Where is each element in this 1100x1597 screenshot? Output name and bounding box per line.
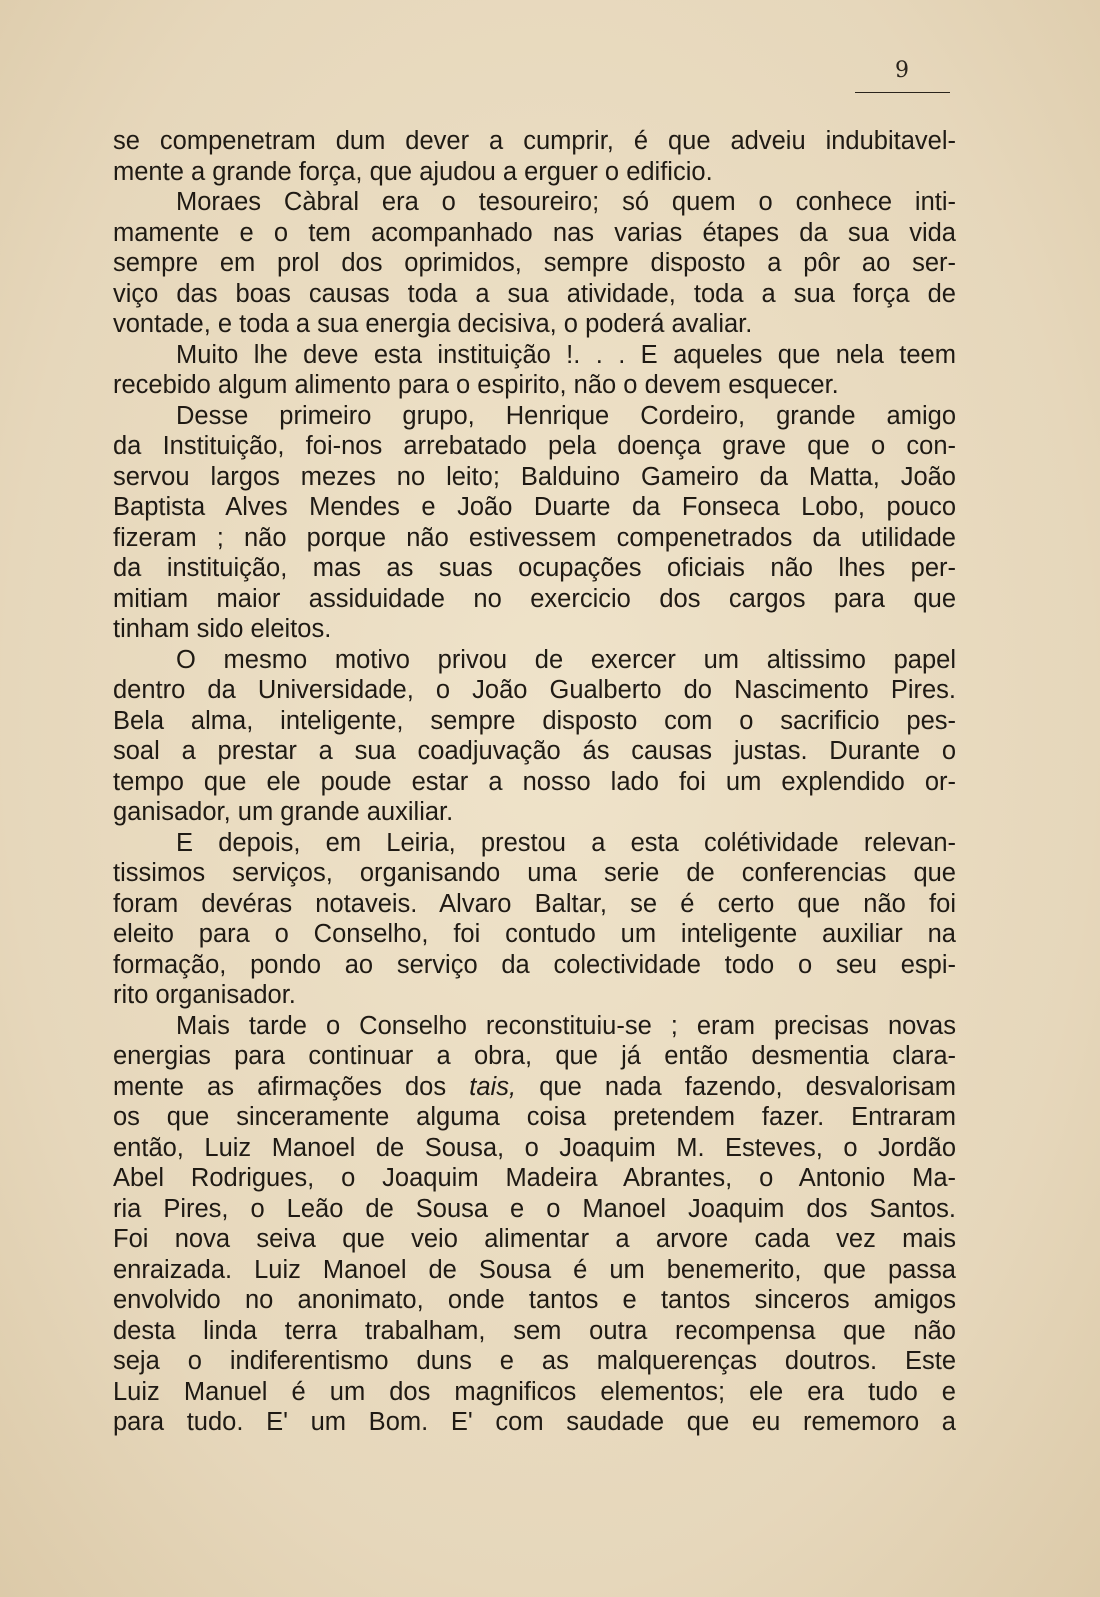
text-line: tissimos serviços, organisando uma serie de conferencias que — [113, 859, 956, 887]
text-line: O mesmo motivo privou de exercer um altissimo papel — [176, 645, 956, 674]
text-line: Abel Rodrigues, o Joaquim Madeira Abrantes, o Antonio Ma- — [113, 1164, 956, 1192]
text-line: energias para continuar a obra, que já então desmentia clara- — [113, 1042, 956, 1070]
text-line: Mais tarde o Conselho reconstituiu-se ; eram precisas novas — [176, 1011, 956, 1040]
text-line: Foi nova seiva que veio alimentar a arvore cada vez mais — [113, 1225, 956, 1253]
text-line: Moraes Càbral era o tesoureiro; só quem o conhece inti- — [176, 188, 956, 216]
text-line: Bela alma, inteligente, sempre disposto com o sacrificio pes- — [113, 706, 956, 735]
text-line: recebido algum alimento para o espirito, não o devem esquecer. — [113, 371, 839, 399]
text-line: eleito para o Conselho, foi contudo um inteligente auxiliar na — [113, 920, 956, 948]
text-line: vontade, e toda a sua energia decisiva, o poderá avaliar. — [113, 310, 753, 338]
text-line: da Instituição, foi-nos arrebatado pela doença grave que o con- — [113, 432, 956, 460]
page-number: 9 — [895, 58, 910, 83]
text-line: sempre em prol dos oprimidos, sempre disposto a pôr ao ser- — [113, 249, 956, 277]
text-line: servou largos mezes no leito; Balduino Gameiro da Matta, João — [113, 462, 956, 491]
text-line: enraizada. Luiz Manoel de Sousa é um benemerito, que passa — [113, 1255, 956, 1284]
text-line: soal a prestar a sua coadjuvação ás causas justas. Durante o — [113, 737, 956, 765]
text-line-part: mente as afirmações dos — [113, 1072, 470, 1101]
text-line: se compenetram dum dever a cumprir, é que adveiu indubitavel- — [113, 127, 956, 155]
text-line: Baptista Alves Mendes e João Duarte da Fonseca Lobo, pouco — [113, 493, 956, 521]
text-line: os que sinceramente alguma coisa pretendem fazer. Entraram — [113, 1103, 956, 1131]
text-line: Muito lhe deve esta instituição !. . . E aqueles que nela teem — [176, 340, 956, 369]
text-line: rito organisador. — [113, 981, 296, 1009]
text-line: mamente e o tem acompanhado nas varias étapes da sua vida — [113, 218, 956, 247]
text-line: Luiz Manuel é um dos magnificos elementos; ele era tudo e — [113, 1377, 956, 1406]
text-line: foram devéras notaveis. Alvaro Baltar, se é certo que não foi — [113, 889, 956, 918]
text-line: para tudo. E' um Bom. E' com saudade que eu rememoro a — [113, 1408, 956, 1436]
text-line: E depois, em Leiria, prestou a esta colétividade relevan- — [176, 828, 956, 857]
text-line: então, Luiz Manoel de Sousa, o Joaquim M. Esteves, o Jordão — [113, 1133, 956, 1162]
text-line: ganisador, um grande auxiliar. — [113, 798, 454, 826]
text-line: formação, pondo ao serviço da colectividade todo o seu espi- — [113, 950, 956, 979]
italic-word: tais, — [469, 1072, 517, 1101]
text-line: tinham sido eleitos. — [113, 615, 332, 643]
page-number-rule — [855, 92, 950, 93]
text-line: viço das boas causas toda a sua atividade, toda a sua força de — [113, 279, 956, 308]
text-line: dentro da Universidade, o João Gualberto do Nascimento Pires. — [113, 676, 956, 704]
text-line — [113, 1072, 956, 1103]
text-line: envolvido no anonimato, onde tantos e tantos sinceros amigos — [113, 1286, 956, 1314]
body-text — [113, 126, 956, 1438]
text-line: desta linda terra trabalham, sem outra recompensa que não — [113, 1316, 956, 1345]
text-line: Desse primeiro grupo, Henrique Cordeiro, grande amigo — [176, 401, 956, 430]
text-line: fizeram ; não porque não estivessem compenetrados da utilidade — [113, 523, 956, 552]
text-line: ria Pires, o Leão de Sousa e o Manoel Joaquim dos Santos. — [113, 1194, 956, 1223]
text-line: seja o indiferentismo duns e as malquerenças doutros. Este — [113, 1347, 956, 1375]
text-line-part: que nada fazendo, desvalorisam — [516, 1072, 957, 1101]
text-line: mitiam maior assiduidade no exercicio dos cargos para que — [113, 584, 956, 613]
text-line: da instituição, mas as suas ocupações oficiais não lhes per- — [113, 554, 956, 582]
text-line: tempo que ele poude estar a nosso lado foi um explendido or- — [113, 767, 956, 796]
text-line: mente a grande força, que ajudou a erguer o edificio. — [113, 157, 713, 186]
